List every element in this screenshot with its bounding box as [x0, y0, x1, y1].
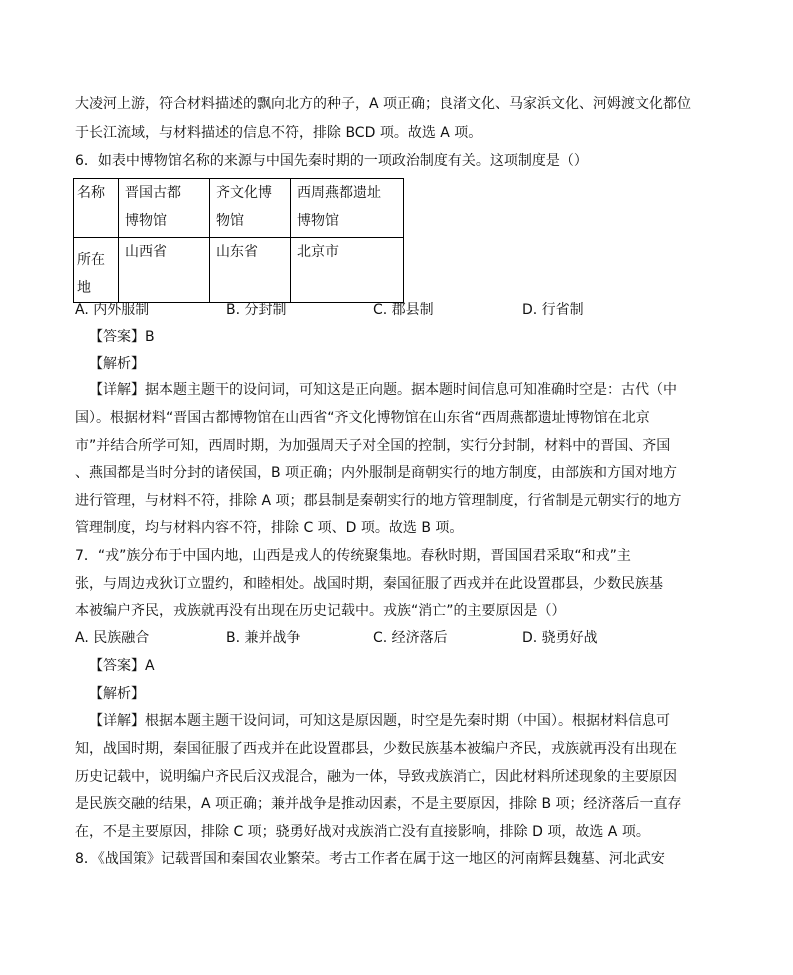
analysis-label: 【解析】: [89, 686, 145, 702]
table-row-label: 所在地: [74, 238, 119, 303]
paragraph-line: 于长江流域，与材料描述的信息不符，排除 BCD 项。故选 A 项。: [75, 125, 483, 141]
detail-line: 【详解】根据本题主题干设问词，可知这是原因题，时空是先秦时期（中国）。根据材料信息可: [89, 713, 670, 729]
table-header-label: 名称: [74, 179, 119, 238]
detail-line: 在，不是主要原因，排除 C 项；骁勇好战对戎族消亡没有直接影响，排除 D 项，故选 A 项。: [75, 824, 650, 840]
question-7-stem: 本被编户齐民，戎族就再没有出现在历史记载中。戎族“消亡”的主要原因是（）: [75, 603, 566, 619]
detail-line: 知，战国时期，秦国征服了西戎并在此设置郡县，少数民族基本被编户齐民，戎族就再没有出现在: [75, 741, 677, 757]
analysis-label: 【解析】: [89, 356, 145, 372]
question-7-stem: 7．“戎”族分布于中国内地，山西是戎人的传统聚集地。春秋时期，晋国国君采取“和戎”主: [75, 548, 631, 564]
option-b: B. 分封制: [226, 302, 287, 318]
detail-line: 【详解】据本题主题干的设问词，可知这是正向题。据本题时间信息可知准确时空是：古代（中: [89, 382, 677, 398]
option-d: D. 行省制: [522, 302, 584, 318]
detail-line: 管理制度，均与材料内容不符，排除 C 项、D 项。故选 B 项。: [75, 520, 464, 536]
option-d: D. 骁勇好战: [522, 630, 598, 646]
detail-line: 国）。根据材料“晋国古都博物馆在山西省“齐文化博物馆在山东省“西周燕都遗址博物馆在北京: [75, 410, 650, 426]
museum-location-cell: 北京市: [291, 238, 404, 303]
question-6-stem: 6．如表中博物馆名称的来源与中国先秦时期的一项政治制度有关。这项制度是（）: [75, 153, 588, 169]
paragraph-line: 大凌河上游，符合材料描述的飘向北方的种子，A 项正确；良渚文化、马家浜文化、河姆渡文化都位: [75, 96, 692, 112]
museum-table: [73, 178, 404, 303]
museum-name-line: 西周燕都遗址: [297, 185, 381, 201]
answer-label: 【答案】B: [89, 329, 155, 345]
museum-name-line: 博物馆: [297, 213, 339, 229]
museum-name-line: 博物馆: [125, 213, 167, 229]
question-8-stem: 8．《战国策》记载晋国和秦国农业繁荣。考古工作者在属于这一地区的河南辉县魏墓、河北武安: [75, 851, 665, 867]
option-a: A. 民族融合: [75, 630, 150, 646]
option-b: B. 兼并战争: [226, 630, 301, 646]
option-c: C. 经济落后: [373, 630, 448, 646]
museum-name-line: 齐文化博: [216, 185, 272, 201]
answer-label: 【答案】A: [89, 658, 155, 674]
question-7-stem: 张，与周边戎狄订立盟约，和睦相处。战国时期，秦国征服了西戎并在此设置郡县，少数民族基: [75, 576, 663, 592]
detail-line: 是民族交融的结果，A 项正确；兼并战争是推动因素，不是主要原因，排除 B 项；经济落后一直存: [75, 796, 682, 812]
detail-line: 历史记载中，说明编户齐民后汉戎混合，融为一体，导致戎族消亡，因此材料所述现象的主要原因: [75, 769, 677, 785]
museum-name-cell: [210, 179, 291, 238]
museum-name-cell: [291, 179, 404, 238]
museum-name-line: 晋国古都: [125, 185, 181, 201]
option-a: A. 内外服制: [75, 302, 150, 318]
detail-line: 市”并结合所学可知，西周时期，为加强周天子对全国的控制，实行分封制，材料中的晋国、齐国: [75, 438, 671, 454]
museum-location-cell: 山西省: [119, 238, 210, 303]
museum-location-cell: 山东省: [210, 238, 291, 303]
museum-name-line: 物馆: [216, 213, 244, 229]
detail-line: 进行管理，与材料不符，排除 A 项；郡县制是秦朝实行的地方管理制度，行省制是元朝实行的地方: [75, 493, 682, 509]
option-c: C. 郡县制: [373, 302, 434, 318]
museum-name-cell: [119, 179, 210, 238]
detail-line: 、燕国都是当时分封的诸侯国，B 项正确；内外服制是商朝实行的地方制度，由部族和方国对地方: [75, 465, 678, 481]
